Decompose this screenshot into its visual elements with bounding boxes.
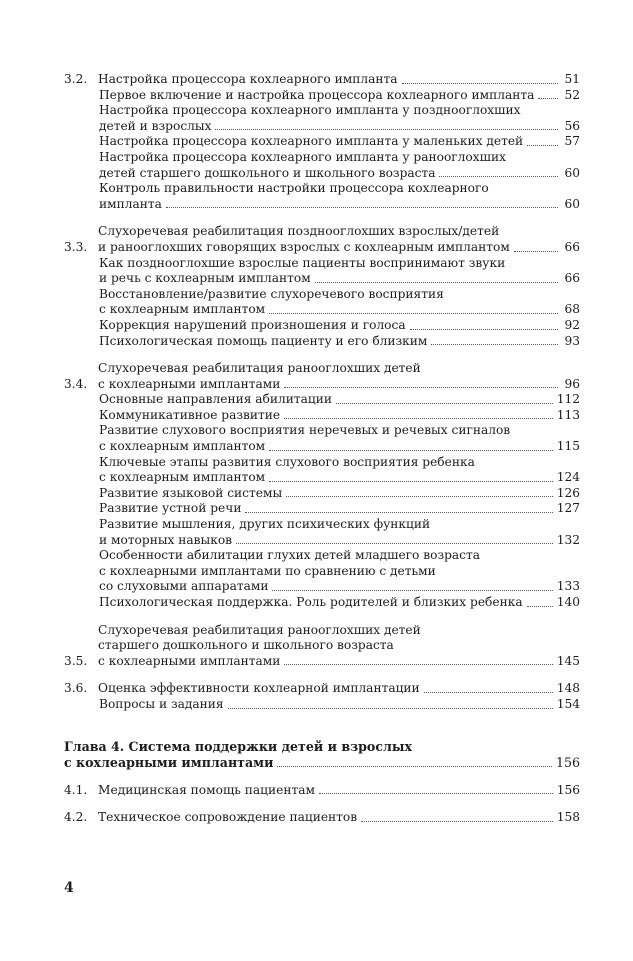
dot-leader <box>284 387 558 388</box>
page-ref: 133 <box>556 579 580 594</box>
toc-subentry[interactable] <box>64 595 580 611</box>
dot-leader <box>361 821 553 822</box>
page-ref: 56 <box>564 118 580 133</box>
dot-leader <box>284 664 552 665</box>
page-ref: 60 <box>564 196 580 211</box>
subentry-title: Настройка процессора кохлеарного импланта у маленьких детей <box>99 134 524 149</box>
toc-subentry[interactable] <box>64 88 580 104</box>
dot-leader <box>527 145 558 146</box>
toc-entry-3-3[interactable] <box>64 224 580 255</box>
page-ref: 148 <box>556 681 580 696</box>
toc-entry-4-2[interactable] <box>64 810 580 826</box>
subentry-title-line: Восстановление/развитие слухоречевого восприятия <box>99 286 444 301</box>
page-ref: 132 <box>556 532 580 547</box>
dot-leader <box>514 251 558 252</box>
subentry-title-line: с кохлеарным имплантом <box>99 302 266 317</box>
subentry-title: Коммуникативное развитие <box>99 407 281 422</box>
section-title-line: с кохлеарными имплантами <box>98 376 281 391</box>
toc-subentry[interactable] <box>64 455 580 486</box>
section-3-2 <box>64 72 580 212</box>
page-ref: 156 <box>555 754 580 770</box>
toc-subentry[interactable] <box>64 103 580 134</box>
subentry-title: Коррекция нарушений произношения и голоса <box>99 317 406 332</box>
subentry-title-line: Настройка процессора кохлеарного импланта у позднооглохших <box>99 103 521 118</box>
subentry-title-line: Контроль правильности настройки процессора кохлеарного <box>99 181 489 196</box>
dot-leader <box>439 176 558 177</box>
subentry-title-line: Настройка процессора кохлеарного импланта у ранооглохших <box>99 149 506 164</box>
section-3-6 <box>64 681 580 712</box>
toc-entry-3-6[interactable] <box>64 681 580 697</box>
subentry-title: Развитие языковой системы <box>99 485 283 500</box>
subentry-title-line: со слуховыми аппаратами <box>99 579 269 594</box>
section-number: 3.3. <box>64 239 88 254</box>
section-number: 3.4. <box>64 376 88 391</box>
dot-leader <box>236 543 553 544</box>
section-title: Настройка процессора кохлеарного импланта <box>98 72 398 86</box>
dot-leader <box>402 83 559 84</box>
dot-leader <box>286 496 553 497</box>
page-ref: 154 <box>556 696 580 711</box>
chapter-title-line: с кохлеарными имплантами <box>64 754 274 770</box>
page-ref: 51 <box>564 72 580 86</box>
section-title-line: с кохлеарными имплантами <box>98 653 281 668</box>
page-ref: 66 <box>564 271 580 286</box>
subentry-title: Психологическая помощь пациенту и его близким <box>99 333 428 348</box>
toc-subentry[interactable] <box>64 501 580 517</box>
dot-leader <box>410 329 558 330</box>
page-ref: 115 <box>556 439 580 454</box>
page-ref: 127 <box>556 501 580 516</box>
section-number: 3.5. <box>64 653 88 668</box>
toc-subentry[interactable] <box>64 334 580 350</box>
subentry-title-line: Ключевые этапы развития слухового восприятия ребенка <box>99 454 475 469</box>
dot-leader <box>215 129 558 130</box>
subentry-title: Первое включение и настройка процессора кохлеарного импланта <box>99 87 535 102</box>
subentry-title: Основные направления абилитации <box>99 392 332 407</box>
page-ref: 113 <box>556 407 580 422</box>
toc-subentry[interactable] <box>64 548 580 595</box>
subentry-title-line: Особенности абилитации глухих детей младшего возраста <box>99 548 481 563</box>
dot-leader <box>245 512 552 513</box>
dot-leader <box>269 313 558 314</box>
section-number: 3.6. <box>64 681 88 696</box>
page-ref: 93 <box>564 333 580 348</box>
chapter-title-line: Глава 4. Система поддержки детей и взрослых <box>64 738 413 754</box>
section-3-3 <box>64 224 580 349</box>
toc-subentry[interactable] <box>64 256 580 287</box>
page-ref: 92 <box>564 317 580 332</box>
section-number: 4.2. <box>64 810 88 825</box>
section-4-2 <box>64 810 580 826</box>
page-ref: 68 <box>564 302 580 317</box>
dot-leader <box>269 481 553 482</box>
dot-leader <box>277 766 552 767</box>
toc-entry-3-5[interactable] <box>64 623 580 670</box>
subentry-title: Психологическая поддержка. Роль родителей и близких ребенка <box>99 595 523 609</box>
section-number: 3.2. <box>64 72 88 86</box>
dot-leader <box>527 606 553 607</box>
section-3-5 <box>64 623 580 670</box>
subentry-title: Развитие устной речи <box>99 501 242 516</box>
page-ref: 158 <box>556 810 580 825</box>
subentry-title-line: Развитие слухового восприятия неречевых и речевых сигналов <box>99 423 511 438</box>
page-ref: 112 <box>556 392 580 407</box>
page-ref: 52 <box>564 87 580 102</box>
subentry-title-line: с кохлеарными имплантами по сравнению с детьми <box>99 563 436 578</box>
page-ref: 66 <box>564 239 580 254</box>
toc-chapter-4[interactable] <box>64 739 580 771</box>
section-4-1 <box>64 783 580 799</box>
page-ref: 124 <box>556 470 580 485</box>
page-ref: 140 <box>556 595 580 609</box>
toc-subentry[interactable] <box>64 318 580 334</box>
toc-subentry[interactable] <box>64 181 580 212</box>
section-title-line: Слухоречевая реабилитация позднооглохших взрослых/детей <box>98 224 500 239</box>
subentry-title-line: с кохлеарным имплантом <box>99 470 266 485</box>
subentry-title-line: детей старшего дошкольного и школьного возраста <box>99 165 436 180</box>
toc-subentry[interactable] <box>64 150 580 181</box>
toc-entry-3-4[interactable] <box>64 361 580 392</box>
dot-leader <box>538 98 558 99</box>
dot-leader <box>424 692 553 693</box>
toc-subentry[interactable] <box>64 134 580 150</box>
toc-subentry[interactable] <box>64 486 580 502</box>
page-number: 4 <box>64 880 74 896</box>
toc-subentry[interactable] <box>64 423 580 454</box>
subentry-title-line: импланта <box>99 196 162 211</box>
dot-leader <box>284 418 553 419</box>
subentry-title: Вопросы и задания <box>99 696 224 711</box>
toc-subentry[interactable] <box>64 408 580 424</box>
section-title-line: Слухоречевая реабилитация ранооглохших детей <box>98 622 421 637</box>
subentry-title-line: и моторных навыков <box>99 532 233 547</box>
subentry-title-line: детей и взрослых <box>99 118 212 133</box>
dot-leader <box>272 590 552 591</box>
dot-leader <box>269 450 553 451</box>
dot-leader <box>319 793 553 794</box>
section-3-4 <box>64 361 580 611</box>
toc-entry-4-1[interactable] <box>64 783 580 799</box>
page-ref: 60 <box>564 165 580 180</box>
dot-leader <box>166 207 558 208</box>
toc-subentry[interactable] <box>64 697 580 713</box>
dot-leader <box>315 282 558 283</box>
page-ref: 126 <box>556 485 580 500</box>
section-title-line: старшего дошкольного и школьного возраста <box>98 638 394 653</box>
dot-leader <box>431 344 558 345</box>
page-ref: 96 <box>564 376 580 391</box>
chapter-4 <box>64 739 580 771</box>
section-title: Техническое сопровождение пациентов <box>98 810 358 825</box>
section-title-line: Слухоречевая реабилитация ранооглохших детей <box>98 361 421 376</box>
subentry-title-line: Как позднооглохшие взрослые пациенты воспринимают звуки <box>99 255 506 270</box>
subentry-title-line: Развитие мышления, других психических функций <box>99 517 431 532</box>
toc-subentry[interactable] <box>64 392 580 408</box>
section-title-line: и ранооглохших говорящих взрослых с кохлеарным имплантом <box>98 239 510 254</box>
table-of-contents <box>64 72 580 838</box>
toc-subentry[interactable] <box>64 517 580 548</box>
toc-subentry[interactable] <box>64 287 580 318</box>
page-ref: 57 <box>564 134 580 149</box>
toc-entry-3-2[interactable] <box>64 72 580 88</box>
section-number: 4.1. <box>64 782 88 797</box>
dot-leader <box>336 403 553 404</box>
section-title: Оценка эффективности кохлеарной имплантации <box>98 681 420 696</box>
dot-leader <box>228 708 553 709</box>
section-title: Медицинская помощь пациентам <box>98 782 315 797</box>
page-ref: 156 <box>556 782 580 797</box>
subentry-title-line: с кохлеарным имплантом <box>99 439 266 454</box>
subentry-title-line: и речь с кохлеарным имплантом <box>99 271 311 286</box>
page-ref: 145 <box>556 653 580 668</box>
